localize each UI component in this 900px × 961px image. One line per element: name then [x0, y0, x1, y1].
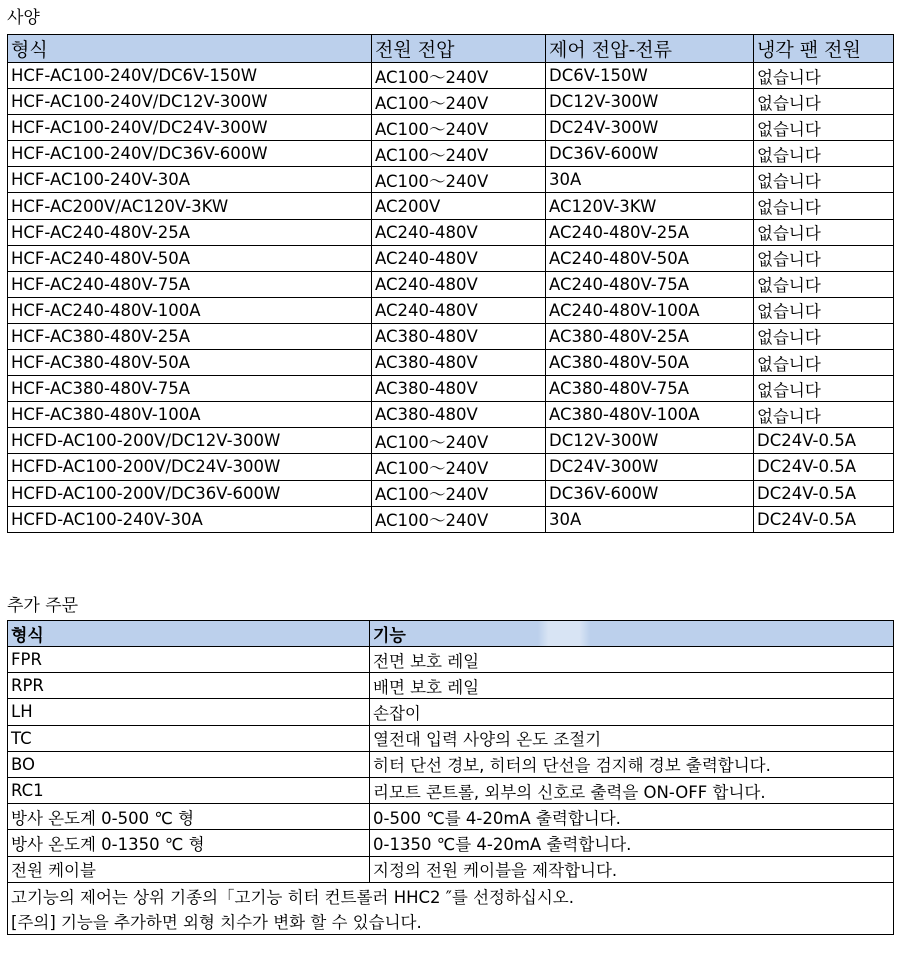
cell-control-voltage-current: AC240-480V-50A: [546, 245, 754, 271]
table-row: [8, 323, 894, 349]
header-cooling-fan-power: 냉각 팬 전원: [754, 35, 894, 63]
table-row: [8, 673, 894, 699]
cell-model: HCF-AC380-480V-50A: [8, 350, 372, 376]
cell-cooling-fan-power: 없습니다: [754, 297, 894, 323]
table-row: [8, 89, 894, 115]
cell-cooling-fan-power: 없습니다: [754, 219, 894, 245]
table-row: [8, 830, 894, 856]
table-row: [8, 454, 894, 480]
cell-model: HCF-AC380-480V-25A: [8, 323, 372, 349]
cell-control-voltage-current: AC240-480V-25A: [546, 219, 754, 245]
cell-model: HCF-AC380-480V-100A: [8, 402, 372, 428]
cell-cooling-fan-power: 없습니다: [754, 193, 894, 219]
cell-cooling-fan-power: 없습니다: [754, 167, 894, 193]
cell-supply-voltage: AC100～240V: [372, 454, 546, 480]
cell-model: HCF-AC380-480V-75A: [8, 376, 372, 402]
cell-option-function: 손잡이: [370, 699, 894, 725]
cell-option-function: 0-1350 ℃를 4-20mA 출력합니다.: [370, 830, 894, 856]
cell-model: HCFD-AC100-200V/DC36V-600W: [8, 480, 372, 506]
cell-control-voltage-current: 30A: [546, 506, 754, 532]
cell-model: HCF-AC200V/AC120V-3KW: [8, 193, 372, 219]
table-row: [8, 804, 894, 830]
table-row: [8, 219, 894, 245]
cell-option-function: 열전대 입력 사양의 온도 조절기: [370, 725, 894, 751]
cell-model: HCFD-AC100-240V-30A: [8, 506, 372, 532]
cell-model: HCF-AC100-240V/DC36V-600W: [8, 141, 372, 167]
table-row: [8, 297, 894, 323]
cell-control-voltage-current: DC6V-150W: [546, 63, 754, 89]
cell-control-voltage-current: AC380-480V-50A: [546, 350, 754, 376]
cell-control-voltage-current: AC240-480V-75A: [546, 271, 754, 297]
cell-model: HCF-AC100-240V-30A: [8, 167, 372, 193]
table-row: [8, 115, 894, 141]
cell-supply-voltage: AC240-480V: [372, 297, 546, 323]
cell-control-voltage-current: DC36V-600W: [546, 141, 754, 167]
note-caution: [주의] 기능을 추가하면 외형 치수가 변화 할 수 있습니다.: [8, 908, 894, 934]
table-row: [8, 402, 894, 428]
cell-model: HCFD-AC100-200V/DC24V-300W: [8, 454, 372, 480]
cell-option-function: 전면 보호 레일: [370, 647, 894, 673]
cell-cooling-fan-power: 없습니다: [754, 141, 894, 167]
cell-option-function: 지정의 전원 케이블을 제작합니다.: [370, 856, 894, 882]
header-option-function: 기능: [370, 621, 894, 647]
cell-model: HCF-AC100-240V/DC12V-300W: [8, 89, 372, 115]
cell-supply-voltage: AC380-480V: [372, 402, 546, 428]
cell-supply-voltage: AC100～240V: [372, 506, 546, 532]
cell-supply-voltage: AC100～240V: [372, 167, 546, 193]
options-header-row: [8, 621, 894, 647]
cell-supply-voltage: AC100～240V: [372, 115, 546, 141]
cell-model: HCF-AC240-480V-100A: [8, 297, 372, 323]
cell-model: HCF-AC240-480V-75A: [8, 271, 372, 297]
table-row: [8, 725, 894, 751]
cell-supply-voltage: AC240-480V: [372, 219, 546, 245]
cell-option-model: FPR: [8, 647, 370, 673]
options-section-title: 추가 주문: [7, 596, 79, 616]
table-row: [8, 856, 894, 882]
table-row: [8, 141, 894, 167]
cell-supply-voltage: AC100～240V: [372, 480, 546, 506]
table-row: [8, 167, 894, 193]
cell-model: HCF-AC100-240V/DC6V-150W: [8, 63, 372, 89]
cell-control-voltage-current: DC24V-300W: [546, 115, 754, 141]
cell-supply-voltage: AC100～240V: [372, 89, 546, 115]
cell-option-model: RC1: [8, 777, 370, 803]
cell-cooling-fan-power: 없습니다: [754, 63, 894, 89]
cell-cooling-fan-power: 없습니다: [754, 115, 894, 141]
table-row: [8, 647, 894, 673]
cell-option-model: BO: [8, 751, 370, 777]
cell-model: HCF-AC240-480V-25A: [8, 219, 372, 245]
table-row: [8, 699, 894, 725]
cell-supply-voltage: AC100～240V: [372, 141, 546, 167]
header-control-voltage-current: 제어 전압-전류: [546, 35, 754, 63]
cell-supply-voltage: AC380-480V: [372, 323, 546, 349]
table-row: [8, 506, 894, 532]
cell-cooling-fan-power: 없습니다: [754, 402, 894, 428]
cell-option-model: 전원 케이블: [8, 856, 370, 882]
cell-control-voltage-current: AC240-480V-100A: [546, 297, 754, 323]
cell-supply-voltage: AC240-480V: [372, 245, 546, 271]
cell-cooling-fan-power: 없습니다: [754, 89, 894, 115]
table-row: [8, 193, 894, 219]
cell-model: HCF-AC100-240V/DC24V-300W: [8, 115, 372, 141]
cell-supply-voltage: AC100～240V: [372, 428, 546, 454]
cell-option-function: 0-500 ℃를 4-20mA 출력합니다.: [370, 804, 894, 830]
table-row: [8, 271, 894, 297]
cell-option-model: LH: [8, 699, 370, 725]
cell-cooling-fan-power: 없습니다: [754, 376, 894, 402]
header-model: 형식: [8, 35, 372, 63]
cell-option-function: 히터 단선 경보, 히터의 단선을 검지해 경보 출력합니다.: [370, 751, 894, 777]
cell-option-function: 리모트 콘트롤, 외부의 신호로 출력을 ON-OFF 합니다.: [370, 777, 894, 803]
options-note-row: [8, 908, 894, 934]
cell-control-voltage-current: AC380-480V-100A: [546, 402, 754, 428]
spec-section-title: 사양: [7, 8, 40, 28]
table-row: [8, 376, 894, 402]
header-supply-voltage: 전원 전압: [372, 35, 546, 63]
cell-cooling-fan-power: DC24V-0.5A: [754, 428, 894, 454]
cell-control-voltage-current: DC12V-300W: [546, 89, 754, 115]
cell-option-model: 방사 온도계 0-1350 ℃ 형: [8, 830, 370, 856]
cell-model: HCF-AC240-480V-50A: [8, 245, 372, 271]
cell-control-voltage-current: DC24V-300W: [546, 454, 754, 480]
cell-control-voltage-current: AC380-480V-25A: [546, 323, 754, 349]
spec-header-row: [8, 35, 894, 63]
cell-cooling-fan-power: 없습니다: [754, 271, 894, 297]
cell-cooling-fan-power: DC24V-0.5A: [754, 454, 894, 480]
cell-option-model: 방사 온도계 0-500 ℃ 형: [8, 804, 370, 830]
cell-model: HCFD-AC100-200V/DC12V-300W: [8, 428, 372, 454]
cell-control-voltage-current: AC380-480V-75A: [546, 376, 754, 402]
cell-supply-voltage: AC200V: [372, 193, 546, 219]
table-row: [8, 428, 894, 454]
cell-cooling-fan-power: 없습니다: [754, 245, 894, 271]
cell-supply-voltage: AC240-480V: [372, 271, 546, 297]
cell-supply-voltage: AC100～240V: [372, 63, 546, 89]
cell-supply-voltage: AC380-480V: [372, 350, 546, 376]
cell-option-model: RPR: [8, 673, 370, 699]
spec-table: [7, 34, 894, 533]
cell-cooling-fan-power: DC24V-0.5A: [754, 480, 894, 506]
cell-cooling-fan-power: 없습니다: [754, 323, 894, 349]
header-option-model: 형식: [8, 621, 370, 647]
table-row: [8, 777, 894, 803]
cell-option-model: TC: [8, 725, 370, 751]
table-row: [8, 350, 894, 376]
options-table: [7, 620, 894, 935]
table-row: [8, 245, 894, 271]
note-hhc2: 고기능의 제어는 상위 기종의「고기능 히터 컨트롤러 HHC2 ″를 선정하십시오.: [8, 882, 894, 908]
cell-control-voltage-current: AC120V-3KW: [546, 193, 754, 219]
cell-control-voltage-current: 30A: [546, 167, 754, 193]
table-row: [8, 63, 894, 89]
cell-control-voltage-current: DC12V-300W: [546, 428, 754, 454]
options-note-row: [8, 882, 894, 908]
cell-cooling-fan-power: 없습니다: [754, 350, 894, 376]
table-row: [8, 480, 894, 506]
cell-cooling-fan-power: DC24V-0.5A: [754, 506, 894, 532]
cell-control-voltage-current: DC36V-600W: [546, 480, 754, 506]
cell-option-function: 배면 보호 레일: [370, 673, 894, 699]
cell-supply-voltage: AC380-480V: [372, 376, 546, 402]
table-row: [8, 751, 894, 777]
